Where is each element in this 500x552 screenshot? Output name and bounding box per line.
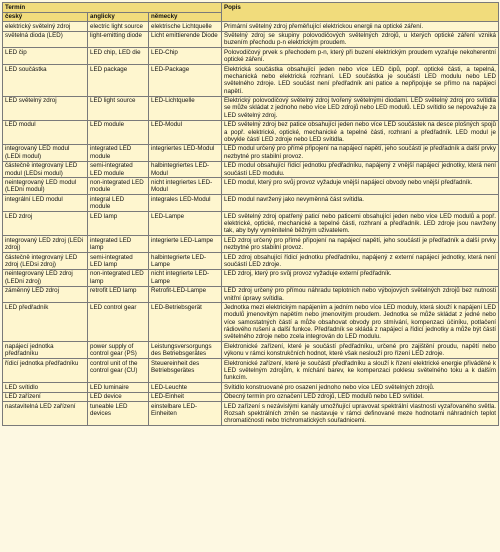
term-english: non-integrated LED lamp (88, 269, 149, 286)
term-german: LED-Betriebsgerät (149, 303, 222, 342)
term-czech: LED zdroj (3, 212, 88, 236)
term-english: integrated LED lamp (88, 236, 149, 253)
term-czech: neintegrovaný LED modul (LEDni modul) (3, 178, 88, 195)
table-row (3, 120, 499, 144)
term-english: LED chip, LED die (88, 48, 149, 65)
term-czech: částečně integrovaný LED modul (LEDsi modul) (3, 161, 88, 178)
term-german: integrierte LED-Lampe (149, 236, 222, 253)
term-english: LED control gear (88, 303, 149, 342)
term-german: LED-Lichtquelle (149, 96, 222, 120)
term-description: LED zdroj určený pro přímé připojení na napájecí napětí, jeho součástí je předřadník a další prvky nezbytné pro stabilní provoz. (222, 236, 499, 253)
table-row (3, 359, 499, 383)
term-english: semi-integrated LED lamp (88, 253, 149, 270)
table-row (3, 31, 499, 48)
header-popis: Popis (222, 3, 499, 22)
term-czech: integrální LED modul (3, 195, 88, 212)
term-german: LED-Lampe (149, 212, 222, 236)
term-description: LED modul, který pro svůj provoz vyžaduje vnější napájecí obvody nebo vnější předřadník. (222, 178, 499, 195)
term-german: LED-Einheit (149, 392, 222, 402)
terminology-table (2, 2, 499, 426)
term-english: non-integrated LED module (88, 178, 149, 195)
term-description: Polovodičový prvek s přechodem p-n, který při buzení elektrickým proudem vyzařuje nekoherentní optické záření. (222, 48, 499, 65)
term-german: einstelbare LED-Einheiten (149, 402, 222, 426)
term-english: LED light source (88, 96, 149, 120)
table-row (3, 342, 499, 359)
term-czech: LED svítidlo (3, 383, 88, 393)
term-german: Leistungsversorgungs des Betriebsgerätes (149, 342, 222, 359)
term-english: integrated LED module (88, 144, 149, 161)
table-row (3, 236, 499, 253)
table-row (3, 48, 499, 65)
term-description: LED zdroj určený pro přímou náhradu teplotních nebo výbojových světelných zdrojů bez nutnosti vnitřní úpravy svítidla. (222, 286, 499, 303)
table-row (3, 22, 499, 32)
term-description: LED zdroj obsahující řídicí jednotku předřadníku, napájený z externí napájecí jednotky, která není součástí LED zdroje. (222, 253, 499, 270)
term-english: semi-integrated LED module (88, 161, 149, 178)
table-row (3, 303, 499, 342)
header-czech: český (3, 12, 88, 22)
term-english: tuneable LED devices (88, 402, 149, 426)
term-description: LED modul určený pro přímé připojení na napájecí napětí, jeho součástí je předřadník a další prvky nezbytné pro stabilní provoz. (222, 144, 499, 161)
term-czech: neintegrovaný LED zdroj (LEDni zdroj) (3, 269, 88, 286)
term-description: Elektrická součástka obsahující jeden nebo více LED čipů, popř. optické části, a tepelná, mechanická nebo elektrická rozhraní. LED součástka je součástí LED modulu nebo LED světelného zdroje. LED součást není předřadník ani patice a nepřipojuje se přímo na napájecí napětí. (222, 65, 499, 96)
table-row (3, 212, 499, 236)
table-row (3, 65, 499, 96)
term-german: halbintegrierte LED-Lampe (149, 253, 222, 270)
term-german: Licht emittierende Diode (149, 31, 222, 48)
header-termin: Termín (3, 3, 222, 13)
term-english: electric light source (88, 22, 149, 32)
term-description: Primární světelný zdroj přeměňující elektrickou energii na optické záření. (222, 22, 499, 32)
term-czech: LED modul (3, 120, 88, 144)
term-czech: LED světelný zdroj (3, 96, 88, 120)
term-description: Svítidlo konstruované pro osazení jednoho nebo více LED světelných zdrojů. (222, 383, 499, 393)
term-german: Steuereinheit des Betriebsgerätes (149, 359, 222, 383)
table-row (3, 161, 499, 178)
table-row (3, 269, 499, 286)
term-english: light-emitting diode (88, 31, 149, 48)
term-czech: záměnný LED zdroj (3, 286, 88, 303)
term-description: LED modul obsahující řídicí jednotku předřadníku, napájený z vnější napájecí jednotky, která není součástí LED modulu. (222, 161, 499, 178)
term-english: power supply of control gear (PS) (88, 342, 149, 359)
term-german: Retrofit-LED-Lampe (149, 286, 222, 303)
term-description: Světelný zdroj se skupiny polovodičových světelných zdrojů, u kterých optické záření vzniká buzením přechodu p-n elektrickým proudem. (222, 31, 499, 48)
table-row (3, 392, 499, 402)
term-czech: nastavitelná LED zařízení (3, 402, 88, 426)
term-description: Obecný termín pro označení LED zdrojů, LED modulů nebo LED svítidel. (222, 392, 499, 402)
term-czech: integrovaný LED zdroj (LEDi zdroj) (3, 236, 88, 253)
term-czech: LED čip (3, 48, 88, 65)
term-czech: částečně integrovaný LED zdroj (LEDsi zdroj) (3, 253, 88, 270)
table-row (3, 383, 499, 393)
term-czech: LED součástka (3, 65, 88, 96)
table-header-row (3, 3, 499, 13)
table-row (3, 402, 499, 426)
term-english: integral LED module (88, 195, 149, 212)
term-english: LED luminaire (88, 383, 149, 393)
term-german: LED-Modul (149, 120, 222, 144)
term-description: Jednotka mezi elektrickým napájením a jedním nebo více LED moduly, která slouží k napájení LED modulů jmenovitým napětím nebo jmenovitým proudem. Jednotka se může skládat z jedné nebo více samostatných částí a může obsahovat obvody pro stmívání, kompenzaci účiníku, potlačení rádiového rušení a další funkce. Předřadník se skládá z napájecí a řídicí jednotky a může být částí světelného zdroje nebo zcela integrován do LED modulu. (222, 303, 499, 342)
term-czech: světelná dioda (LED) (3, 31, 88, 48)
table-row (3, 178, 499, 195)
term-czech: LED zařízení (3, 392, 88, 402)
term-english: control unit of the control gear (CU) (88, 359, 149, 383)
table-row (3, 96, 499, 120)
term-czech: napájecí jednotka předřadníku (3, 342, 88, 359)
term-czech: řídicí jednotka předřadníku (3, 359, 88, 383)
term-description: Elektronické zařízení, které je součástí předřadníku a slouží k řízení elektrické energie přiváděné k LED světelným zdrojům, k míchání barev, ke kompenzaci poklesu světelného toku a k dalším funkcím. (222, 359, 499, 383)
term-description: Elektrický polovodičový světelný zdroj tvořený světelnými diodami. LED světelný zdroj pro svítidla se může skládat z jednoho nebo více LED zdrojů nebo LED modulů. LED svítidlo se nepovažuje za LED světelný zdroj. (222, 96, 499, 120)
term-description: LED světelný zdroj bez patice obsahující jeden nebo více LED součástek na desce plošných spojů a popř. elektrické, optické, mechanické a tepelné části, rozhraní a předřadník. LED modul je obvykle částí LED zdroje nebo LED svítidla. (222, 120, 499, 144)
term-german: nicht integriertes LED-Modul (149, 178, 222, 195)
term-german: halbintegriertes LED-Modul (149, 161, 222, 178)
term-description: LED zařízení s nezávislými kanály umožňující upravovat spektrální vlastnosti vyzařovaného světla. Rozsah spektrálních změn se nastavuje v rámci definované meze hodnotami náhradních teplot chromatičnosti nebo trichromatických souřadnicemi. (222, 402, 499, 426)
term-german: LED-Chip (149, 48, 222, 65)
header-english: anglicky (88, 12, 149, 22)
term-czech: elektrický světelný zdroj (3, 22, 88, 32)
term-english: LED package (88, 65, 149, 96)
table-row (3, 144, 499, 161)
term-description: Elektronické zařízení, které je součástí předřadníku, určené pro zajištění proudu, napětí nebo výkonu v rámci konstrukčních hodnot, které však neslouží pro řízení LED zdroje. (222, 342, 499, 359)
term-description: LED světelný zdroj opatřený paticí nebo paticemi obsahující jeden nebo více LED modulů a popř. elektrické, optické, mechanické a tepelné části, rozhraní a předřadník. LED zdroje jsou navrženy tak, aby byly vyměnitelné běžným uživatelem. (222, 212, 499, 236)
term-description: LED modul navržený jako nevyměnná část svítidla. (222, 195, 499, 212)
term-description: LED zdroj, který pro svůj provoz vyžaduje externí předřadník. (222, 269, 499, 286)
table-row (3, 253, 499, 270)
term-english: LED lamp (88, 212, 149, 236)
term-english: LED device (88, 392, 149, 402)
term-english: retrofit LED lamp (88, 286, 149, 303)
term-german: elektrische Lichtquelle (149, 22, 222, 32)
term-german: LED-Package (149, 65, 222, 96)
term-english: LED module (88, 120, 149, 144)
term-czech: integrovaný LED modul (LEDi modul) (3, 144, 88, 161)
table-row (3, 286, 499, 303)
term-german: integriertes LED-Modul (149, 144, 222, 161)
term-german: LED-Leuchte (149, 383, 222, 393)
table-row (3, 195, 499, 212)
term-czech: LED předřadník (3, 303, 88, 342)
term-german: nicht integrierte LED-Lampe (149, 269, 222, 286)
term-german: integrales LED-Modul (149, 195, 222, 212)
header-german: německy (149, 12, 222, 22)
